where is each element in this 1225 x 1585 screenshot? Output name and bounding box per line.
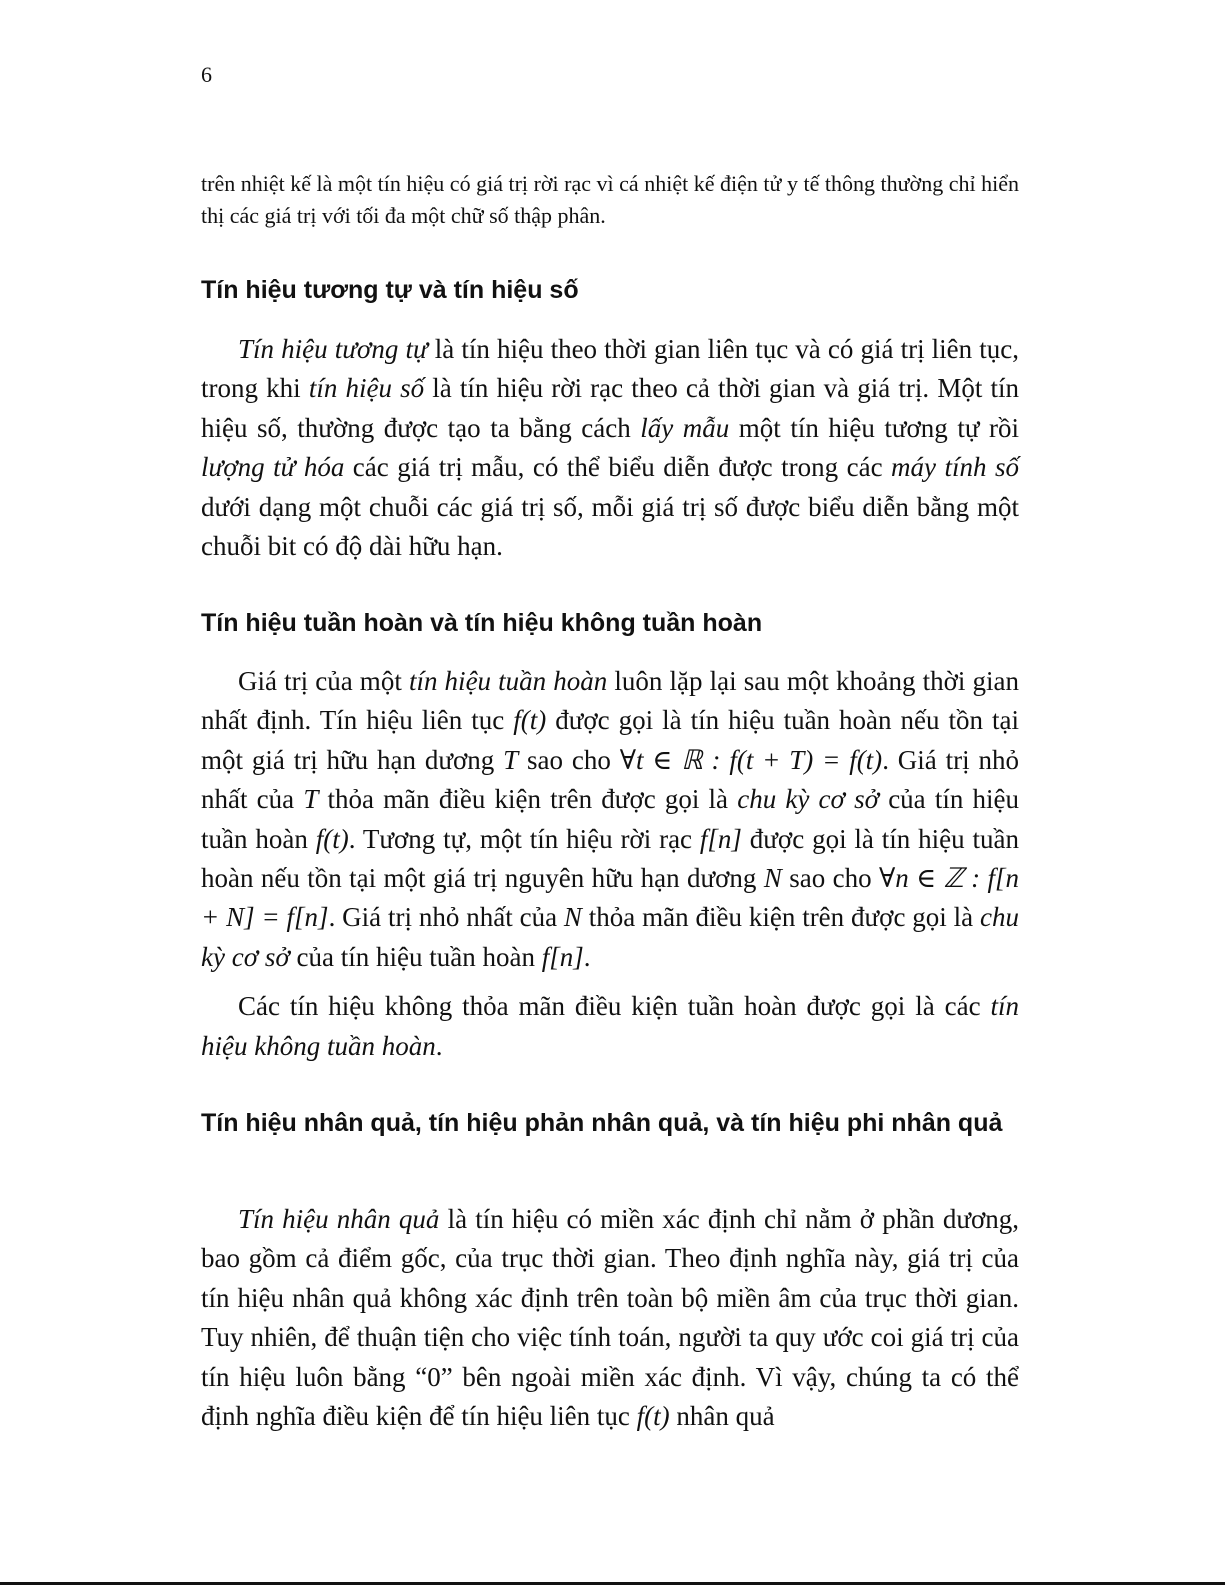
text: là tín hiệu rời rạc theo cả thời gian và giá trị. Một tín hiệu số, thường được tạo ta bằng cách <box>201 373 1019 443</box>
math: ∀t ∈ ℝ : f(t + T) = f(t) <box>619 744 883 775</box>
text: là tín hiệu theo thời gian liên tục và có giá trị liên tục, trong khi <box>201 334 1019 404</box>
math: T <box>503 744 519 775</box>
text: dưới dạng một chuỗi các giá trị số, mỗi giá trị số được biểu diễn bằng một chuỗi bit có độ dài hữu hạn. <box>201 491 1019 562</box>
term: tín hiệu không tuần hoàn <box>201 991 1019 1061</box>
paragraph-aperiodic <box>201 987 1019 1066</box>
math: N <box>563 902 582 933</box>
text: thỏa mãn điều kiện trên được gọi là <box>581 902 980 933</box>
text: sao cho <box>781 863 880 894</box>
section-heading-causal: Tín hiệu nhân quả, tín hiệu phản nhân quả, và tín hiệu phi nhân quả <box>201 1109 1003 1137</box>
term: tín hiệu số <box>308 373 425 404</box>
text: các giá trị mẫu, có thể biểu diễn được trong các <box>344 452 892 483</box>
page-number: 6 <box>201 62 212 87</box>
term: Tín hiệu nhân quả <box>238 1204 440 1234</box>
section-heading-periodic: Tín hiệu tuần hoàn và tín hiệu không tuần hoàn <box>201 609 763 637</box>
section-heading-analog-digital: Tín hiệu tương tự và tín hiệu số <box>201 276 579 304</box>
text: sao cho <box>518 744 620 775</box>
math: ∀n ∈ ℤ : f[n + N] = f[n] <box>201 863 1019 933</box>
text: . Tương tự, một tín hiệu rời rạc <box>348 823 700 854</box>
term: lấy mẫu <box>640 412 730 443</box>
math: f[n] <box>699 823 742 854</box>
math: f(t) <box>513 705 547 736</box>
section-periodic <box>201 662 1019 1066</box>
term: lượng tử hóa <box>201 452 345 483</box>
math: T <box>303 784 319 815</box>
text: . <box>583 941 591 972</box>
text: thỏa mãn điều kiện trên được gọi là <box>318 784 738 815</box>
text: nhân quả <box>669 1401 775 1432</box>
math: f(t) <box>636 1401 670 1432</box>
text: của tín hiệu tuần hoàn <box>289 941 542 972</box>
term: tín hiệu tuần hoàn <box>408 666 608 696</box>
paragraph-analog-digital <box>201 330 1019 566</box>
text: là tín hiệu có miền xác định chỉ nằm ở phần dương, bao gồm cả điểm gốc, của trục thời gian. Theo định nghĩa này, giá trị của tín hiệu nhân quả không xác định trên toàn bộ miền âm của trục thời gian. Tuy nhiên, để thuận tiện cho việc tính toán, người ta quy ước coi giá trị của tín hiệu luôn bằng “0” bên ngoài miền xác định. Vì vậy, chúng ta có thể định nghĩa điều kiện để tín hiệu liên tục <box>201 1204 1019 1432</box>
text: được gọi là tín hiệu tuần hoàn nếu tồn tại một giá trị hữu hạn dương <box>201 705 1020 775</box>
math: f[n] <box>541 941 584 972</box>
term: chu kỳ cơ sở <box>201 902 1019 972</box>
text: của tín hiệu tuần hoàn <box>201 784 1019 854</box>
text: . Giá trị nhỏ nhất của <box>201 744 1019 815</box>
text: . Giá trị nhỏ nhất của <box>328 902 564 933</box>
paragraph-periodic <box>201 662 1019 977</box>
text: Các tín hiệu không thỏa mãn điều kiện tuần hoàn được gọi là các <box>238 991 991 1022</box>
term: Tín hiệu tương tự <box>238 334 428 364</box>
text: một tín hiệu tương tự rồi <box>729 412 1019 443</box>
text: Giá trị của một <box>238 666 409 696</box>
math: f(t) <box>315 823 349 854</box>
math: N <box>763 863 782 894</box>
paragraph-causal <box>201 1200 1019 1436</box>
text: được gọi là tín hiệu tuần hoàn nếu tồn tại một giá trị nguyên hữu hạn dương <box>201 823 1019 894</box>
text: luôn lặp lại sau một khoảng thời gian nhất định. Tín hiệu liên tục <box>201 666 1019 736</box>
section-causal <box>201 1200 1019 1436</box>
term: máy tính số <box>891 452 1019 483</box>
intro-paragraph: trên nhiệt kế là một tín hiệu có giá trị rời rạc vì cá nhiệt kế điện tử y tế thông thường chỉ hiển thị các giá trị với tối đa một chữ số thập phân. <box>201 171 1019 228</box>
term: chu kỳ cơ sở <box>737 784 880 815</box>
text: . <box>435 1030 443 1061</box>
section-analog-digital <box>201 330 1019 566</box>
